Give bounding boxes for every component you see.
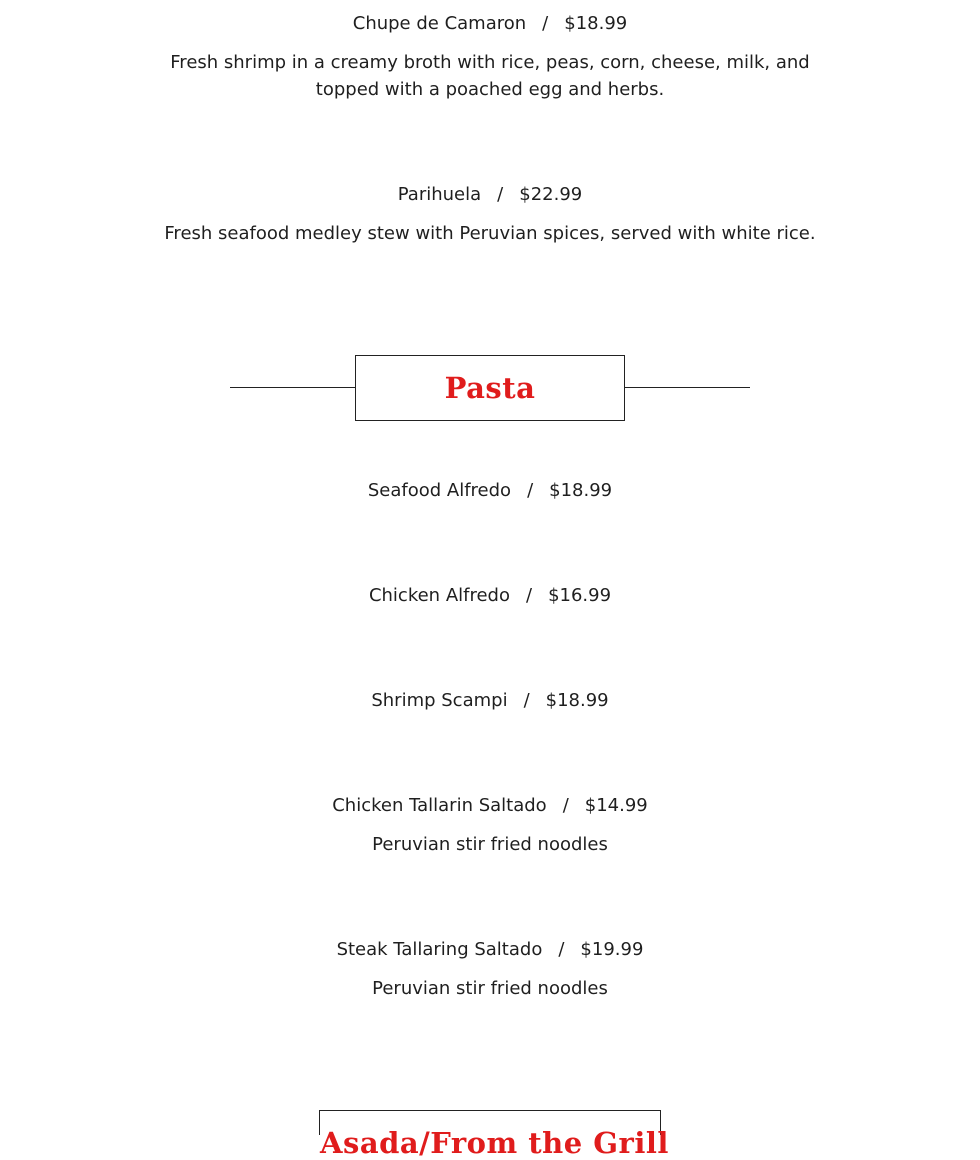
item-price: $18.99	[564, 13, 628, 34]
section-title: Pasta	[444, 371, 536, 405]
item-price: $18.99	[549, 480, 613, 501]
item-description: Fresh seafood medley stew with Peruvian spices, served with white rice.	[164, 223, 816, 244]
item-name: Seafood Alfredo	[367, 480, 512, 501]
item-name: Shrimp Scampi	[371, 690, 508, 711]
section-heading-grill	[319, 1110, 669, 1160]
menu-item-title	[0, 582, 980, 609]
item-name: Chupe de Camaron	[352, 13, 527, 34]
item-name: Parihuela	[397, 184, 482, 205]
item-separator: /	[562, 795, 569, 816]
item-price: $14.99	[584, 795, 648, 816]
item-name: Chicken Alfredo	[368, 585, 510, 606]
item-price: $16.99	[548, 585, 612, 606]
menu-item-title	[0, 10, 980, 37]
item-description: Peruvian stir fried noodles	[372, 834, 608, 855]
menu-item-title	[0, 792, 980, 819]
menu-item-title	[0, 477, 980, 504]
item-price: $22.99	[519, 184, 583, 205]
menu-item-title	[0, 181, 980, 208]
menu-item-title	[0, 936, 980, 963]
item-price: $18.99	[545, 690, 609, 711]
section-title: Asada/From the Grill	[320, 1126, 669, 1160]
item-description: Fresh shrimp in a creamy broth with rice, peas, corn, cheese, milk, and topped with a poached egg and herbs.	[170, 52, 810, 100]
item-separator: /	[558, 939, 565, 960]
item-separator: /	[525, 585, 533, 606]
item-separator: /	[497, 184, 504, 205]
section-heading-pasta	[355, 355, 625, 421]
menu-item-title	[0, 687, 980, 714]
item-name: Steak Tallaring Saltado	[336, 939, 543, 960]
item-separator: /	[542, 13, 549, 34]
item-description: Peruvian stir fried noodles	[372, 978, 608, 999]
item-name: Chicken Tallarin Saltado	[332, 795, 547, 816]
item-price: $19.99	[580, 939, 644, 960]
item-separator: /	[523, 690, 530, 711]
item-separator: /	[527, 480, 534, 501]
